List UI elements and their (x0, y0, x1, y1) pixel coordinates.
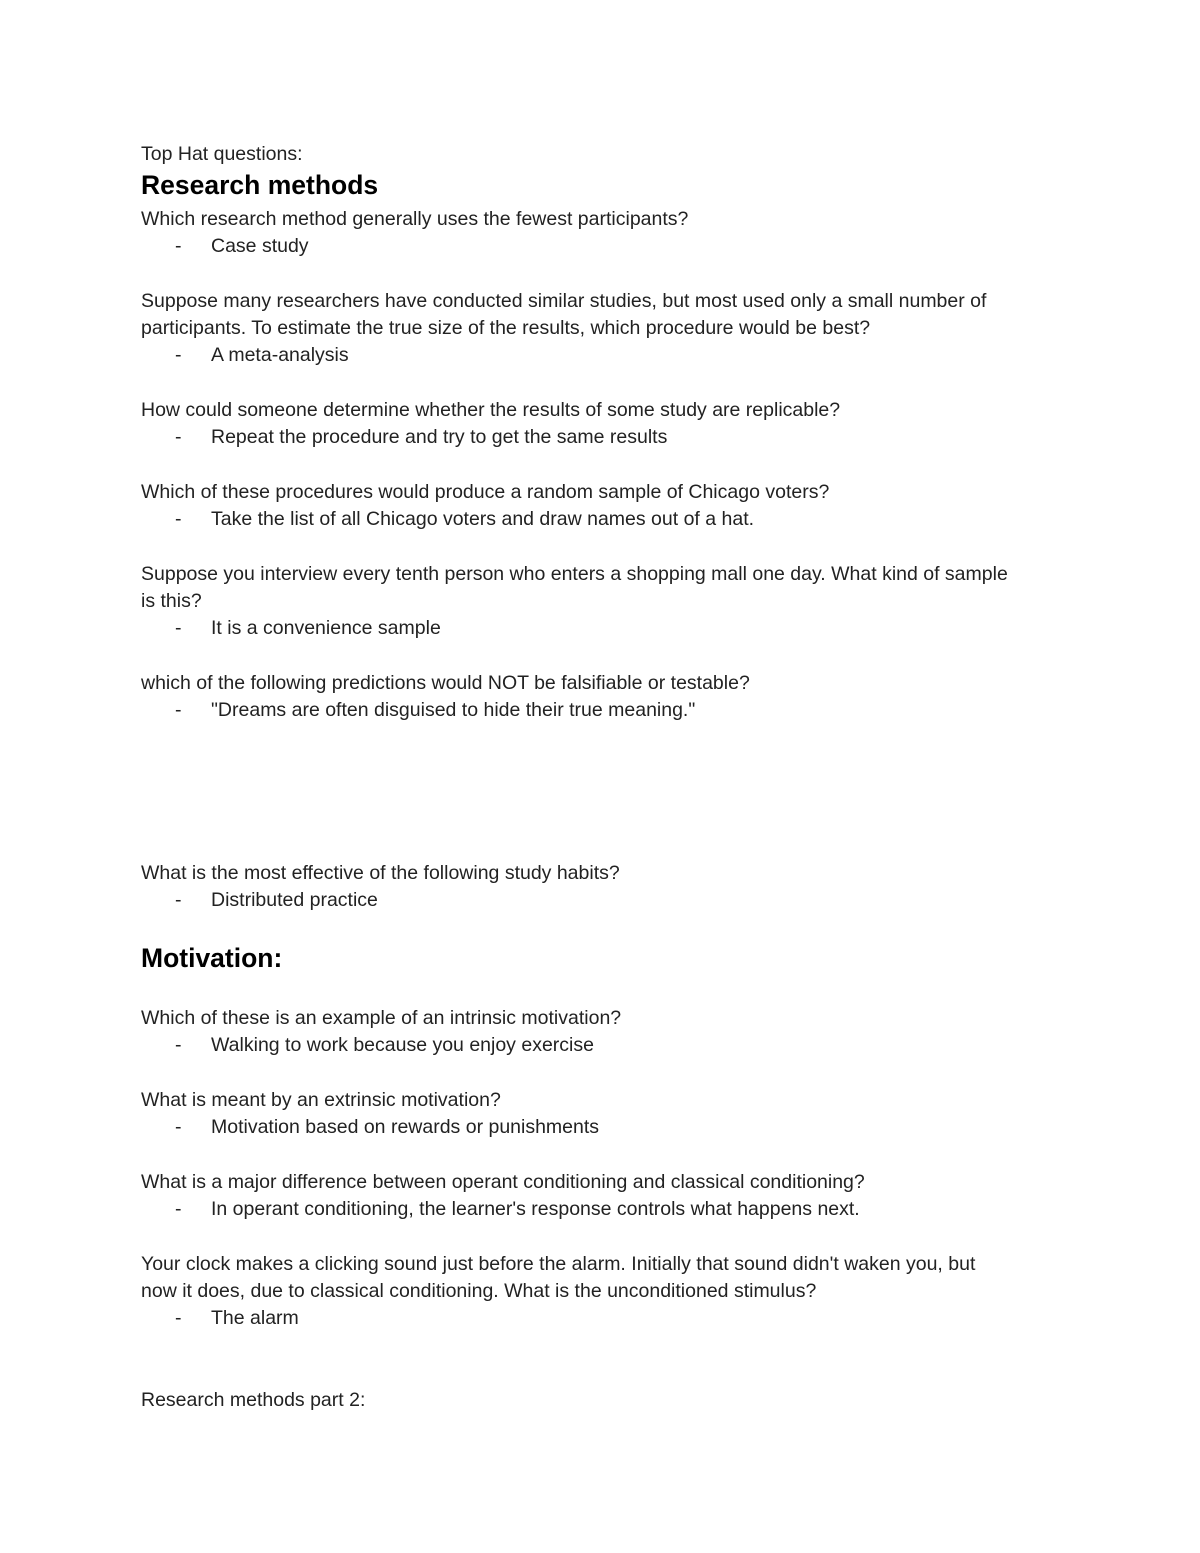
answer-text: A meta-analysis (211, 344, 349, 366)
question-4: Which of these procedures would produce a random sample of Chicago voters? (141, 481, 830, 503)
answer-11 (175, 1305, 299, 1332)
answer-5 (175, 615, 441, 642)
bullet-dash: - (175, 508, 182, 530)
question-2-line-2: participants. To estimate the true size of the results, which procedure would be best? (141, 317, 871, 339)
question-7: What is the most effective of the following study habits? (141, 862, 620, 884)
answer-10 (175, 1196, 860, 1223)
section-heading-motivation: Motivation: (141, 943, 283, 973)
answer-text: In operant conditioning, the learner's response controls what happens next. (211, 1198, 860, 1220)
answer-text: "Dreams are often disguised to hide their true meaning." (211, 699, 696, 721)
bullet-dash: - (175, 617, 182, 639)
answer-1 (175, 233, 309, 260)
question-2-line-1: Suppose many researchers have conducted similar studies, but most used only a small number of (141, 290, 987, 312)
footer-section-label: Research methods part 2: (141, 1389, 366, 1411)
question-8: Which of these is an example of an intrinsic motivation? (141, 1007, 622, 1029)
answer-text: It is a convenience sample (211, 617, 441, 639)
answer-text: Repeat the procedure and try to get the same results (211, 426, 668, 448)
answer-text: Case study (211, 235, 309, 257)
question-11-line-1: Your clock makes a clicking sound just before the alarm. Initially that sound didn't waken you, but (141, 1253, 976, 1275)
answer-9 (175, 1114, 599, 1141)
answer-text: The alarm (211, 1307, 299, 1329)
bullet-dash: - (175, 1307, 182, 1329)
answer-text: Motivation based on rewards or punishments (211, 1116, 600, 1138)
bullet-dash: - (175, 889, 182, 911)
bullet-dash: - (175, 699, 182, 721)
question-6: which of the following predictions would NOT be falsifiable or testable? (141, 672, 750, 694)
answer-6 (175, 697, 695, 724)
question-5-line-1: Suppose you interview every tenth person who enters a shopping mall one day. What kind of sample (141, 563, 1008, 585)
intro-line: Top Hat questions: (141, 143, 303, 165)
answer-4 (175, 506, 754, 533)
bullet-dash: - (175, 1198, 182, 1220)
question-5-line-2: is this? (141, 590, 202, 612)
section-heading-research-methods: Research methods (141, 170, 379, 200)
answer-2 (175, 342, 349, 369)
answer-text: Take the list of all Chicago voters and draw names out of a hat. (211, 508, 755, 530)
answer-text: Distributed practice (211, 889, 378, 911)
bullet-dash: - (175, 235, 182, 257)
bullet-dash: - (175, 1034, 182, 1056)
bullet-dash: - (175, 1116, 182, 1138)
answer-text: Walking to work because you enjoy exercise (211, 1034, 594, 1056)
bullet-dash: - (175, 344, 182, 366)
question-1: Which research method generally uses the fewest participants? (141, 208, 689, 230)
answer-7 (175, 887, 378, 914)
answer-3 (175, 424, 667, 451)
answer-8 (175, 1032, 594, 1059)
question-3: How could someone determine whether the results of some study are replicable? (141, 399, 841, 421)
question-11-line-2: now it does, due to classical conditioning. What is the unconditioned stimulus? (141, 1280, 817, 1302)
bullet-dash: - (175, 426, 182, 448)
question-10: What is a major difference between operant conditioning and classical conditioning? (141, 1171, 865, 1193)
question-9: What is meant by an extrinsic motivation? (141, 1089, 501, 1111)
